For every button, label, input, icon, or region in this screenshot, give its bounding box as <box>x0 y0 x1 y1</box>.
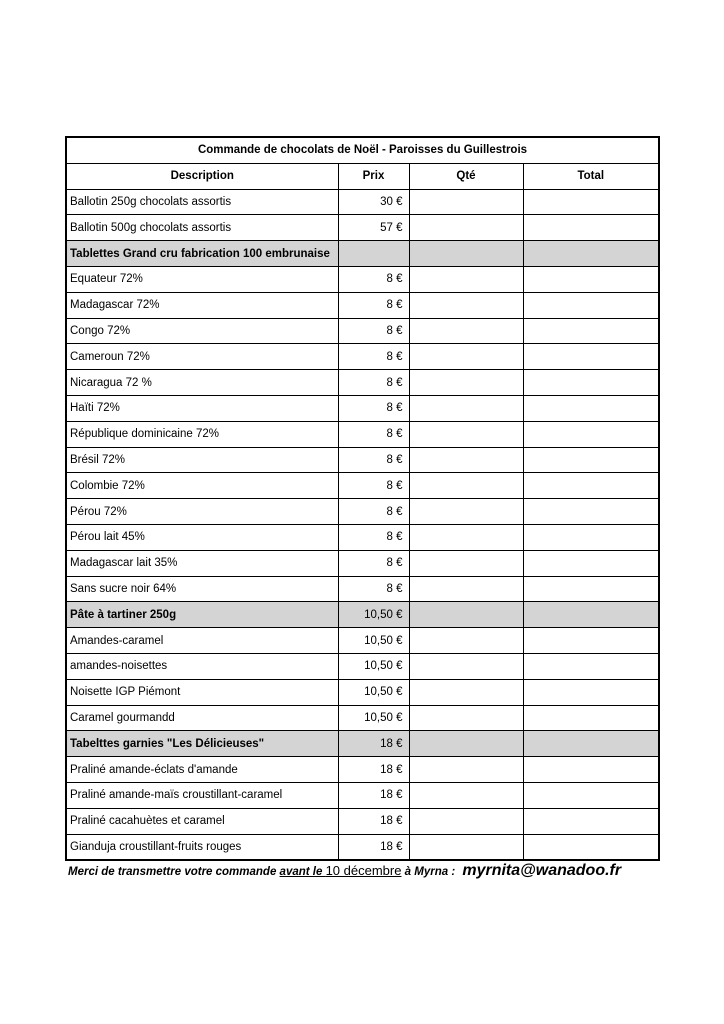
table-row <box>66 344 659 370</box>
item-price: 18 € <box>338 731 409 757</box>
quantity-cell[interactable] <box>409 344 523 370</box>
header-row <box>66 163 659 189</box>
quantity-cell[interactable] <box>409 731 523 757</box>
table-row <box>66 757 659 783</box>
item-price: 8 € <box>338 576 409 602</box>
item-description: Ballotin 250g chocolats assortis <box>66 189 338 215</box>
table-row <box>66 421 659 447</box>
category-row <box>66 731 659 757</box>
table-row <box>66 834 659 860</box>
item-description: Praliné cacahuètes et caramel <box>66 808 338 834</box>
item-description: Congo 72% <box>66 318 338 344</box>
item-description: République dominicaine 72% <box>66 421 338 447</box>
item-description: Equateur 72% <box>66 266 338 292</box>
item-description: Brésil 72% <box>66 447 338 473</box>
quantity-cell[interactable] <box>409 550 523 576</box>
total-cell[interactable] <box>523 524 659 550</box>
item-price: 18 € <box>338 782 409 808</box>
item-description: Pérou 72% <box>66 499 338 525</box>
quantity-cell[interactable] <box>409 473 523 499</box>
table-row <box>66 782 659 808</box>
item-price: 8 € <box>338 447 409 473</box>
total-cell[interactable] <box>523 215 659 241</box>
category-row <box>66 602 659 628</box>
item-description: Noisette IGP Piémont <box>66 679 338 705</box>
item-price: 10,50 € <box>338 705 409 731</box>
table-row <box>66 318 659 344</box>
total-cell[interactable] <box>523 395 659 421</box>
item-description: Praliné amande-maïs croustillant-caramel <box>66 782 338 808</box>
table-row <box>66 705 659 731</box>
item-description: Pâte à tartiner 250g <box>66 602 338 628</box>
quantity-cell[interactable] <box>409 834 523 860</box>
instructions-text: Merci de transmettre votre commande <box>68 866 280 878</box>
quantity-cell[interactable] <box>409 395 523 421</box>
item-price: 8 € <box>338 370 409 396</box>
item-description: Praliné amande-éclats d'amande <box>66 757 338 783</box>
quantity-cell[interactable] <box>409 782 523 808</box>
item-price: 10,50 € <box>338 679 409 705</box>
category-row <box>66 241 659 267</box>
column-header-quantity: Qté <box>409 163 523 189</box>
total-cell[interactable] <box>523 292 659 318</box>
total-cell[interactable] <box>523 344 659 370</box>
item-description: Cameroun 72% <box>66 344 338 370</box>
item-price: 8 € <box>338 266 409 292</box>
item-description: Madagascar 72% <box>66 292 338 318</box>
item-price: 10,50 € <box>338 602 409 628</box>
total-cell[interactable] <box>523 653 659 679</box>
order-table <box>65 136 660 861</box>
item-price: 8 € <box>338 292 409 318</box>
total-cell[interactable] <box>523 241 659 267</box>
item-description: Ballotin 500g chocolats assortis <box>66 215 338 241</box>
item-description: Colombie 72% <box>66 473 338 499</box>
total-cell[interactable] <box>523 318 659 344</box>
item-price: 10,50 € <box>338 628 409 654</box>
total-cell[interactable] <box>523 473 659 499</box>
item-price: 30 € <box>338 189 409 215</box>
table-row <box>66 266 659 292</box>
total-cell[interactable] <box>523 834 659 860</box>
item-description: Tablettes Grand cru fabrication 100 embrunaise <box>66 241 338 267</box>
item-description: Haïti 72% <box>66 395 338 421</box>
document-title: Commande de chocolats de Noël - Paroisses du Guillestrois <box>66 137 659 163</box>
table-row <box>66 499 659 525</box>
item-price: 8 € <box>338 473 409 499</box>
item-price: 57 € <box>338 215 409 241</box>
quantity-cell[interactable] <box>409 705 523 731</box>
quantity-cell[interactable] <box>409 266 523 292</box>
total-cell[interactable] <box>523 370 659 396</box>
quantity-cell[interactable] <box>409 524 523 550</box>
quantity-cell[interactable] <box>409 576 523 602</box>
item-price: 18 € <box>338 808 409 834</box>
quantity-cell[interactable] <box>409 499 523 525</box>
table-row <box>66 550 659 576</box>
total-cell[interactable] <box>523 266 659 292</box>
total-cell[interactable] <box>523 731 659 757</box>
quantity-cell[interactable] <box>409 189 523 215</box>
table-row <box>66 679 659 705</box>
table-row <box>66 653 659 679</box>
table-row <box>66 395 659 421</box>
quantity-cell[interactable] <box>409 241 523 267</box>
quantity-cell[interactable] <box>409 447 523 473</box>
item-price: 10,50 € <box>338 653 409 679</box>
column-header-description: Description <box>66 163 338 189</box>
quantity-cell[interactable] <box>409 215 523 241</box>
total-cell[interactable] <box>523 757 659 783</box>
item-price: 18 € <box>338 757 409 783</box>
item-price <box>338 241 409 267</box>
item-price: 8 € <box>338 421 409 447</box>
total-cell[interactable] <box>523 447 659 473</box>
item-description: Caramel gourmandd <box>66 705 338 731</box>
table-row <box>66 473 659 499</box>
item-price: 8 € <box>338 524 409 550</box>
total-cell[interactable] <box>523 499 659 525</box>
item-description: Gianduja croustillant-fruits rouges <box>66 834 338 860</box>
total-cell[interactable] <box>523 602 659 628</box>
total-cell[interactable] <box>523 550 659 576</box>
total-cell[interactable] <box>523 705 659 731</box>
item-description: amandes-noisettes <box>66 653 338 679</box>
quantity-cell[interactable] <box>409 318 523 344</box>
item-description: Madagascar lait 35% <box>66 550 338 576</box>
contact-email[interactable]: myrnita@wanadoo.fr <box>462 862 622 879</box>
quantity-cell[interactable] <box>409 808 523 834</box>
total-cell[interactable] <box>523 679 659 705</box>
item-price: 8 € <box>338 318 409 344</box>
contact-label: à Myrna : <box>401 866 459 878</box>
quantity-cell[interactable] <box>409 757 523 783</box>
total-cell[interactable] <box>523 421 659 447</box>
quantity-cell[interactable] <box>409 679 523 705</box>
total-cell[interactable] <box>523 189 659 215</box>
table-row <box>66 447 659 473</box>
total-cell[interactable] <box>523 782 659 808</box>
column-header-total: Total <box>523 163 659 189</box>
total-cell[interactable] <box>523 576 659 602</box>
item-description: Amandes-caramel <box>66 628 338 654</box>
table-row <box>66 576 659 602</box>
quantity-cell[interactable] <box>409 421 523 447</box>
table-row <box>66 292 659 318</box>
quantity-cell[interactable] <box>409 370 523 396</box>
total-cell[interactable] <box>523 808 659 834</box>
table-row <box>66 370 659 396</box>
item-description: Tabelttes garnies "Les Délicieuses" <box>66 731 338 757</box>
item-price: 8 € <box>338 499 409 525</box>
item-description: Pérou lait 45% <box>66 524 338 550</box>
table-row <box>66 628 659 654</box>
quantity-cell[interactable] <box>409 292 523 318</box>
table-row <box>66 808 659 834</box>
item-price: 8 € <box>338 344 409 370</box>
quantity-cell[interactable] <box>409 653 523 679</box>
quantity-cell[interactable] <box>409 628 523 654</box>
table-row <box>66 189 659 215</box>
column-header-price: Prix <box>338 163 409 189</box>
item-price: 8 € <box>338 550 409 576</box>
item-description: Nicaragua 72 % <box>66 370 338 396</box>
total-cell[interactable] <box>523 628 659 654</box>
item-price: 8 € <box>338 395 409 421</box>
deadline-date: 10 décembre <box>325 863 402 878</box>
deadline-label: avant le <box>279 866 326 878</box>
item-price: 18 € <box>338 834 409 860</box>
item-description: Sans sucre noir 64% <box>66 576 338 602</box>
table-row <box>66 524 659 550</box>
table-row <box>66 215 659 241</box>
order-instructions <box>68 862 668 880</box>
quantity-cell[interactable] <box>409 602 523 628</box>
